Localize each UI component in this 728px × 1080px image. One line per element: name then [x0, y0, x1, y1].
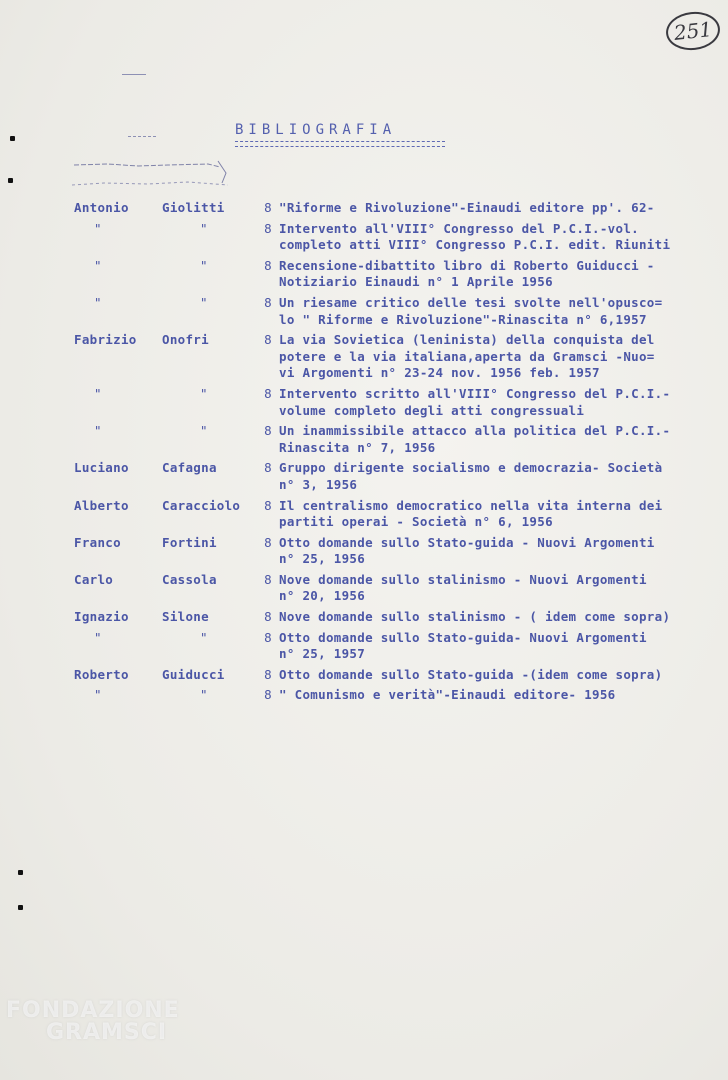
page-number-stamp: 251 — [664, 9, 722, 52]
entry-description: Recensione-dibattito libro di Roberto Guiducci - Notiziario Einaudi n° 1 Aprile 1956 — [279, 257, 655, 290]
watermark-line1: FONDAZIONE — [6, 998, 180, 1023]
separator-mark: 8 — [264, 220, 272, 236]
author-last-name: " — [200, 423, 208, 439]
author-last-name: Cassola — [162, 571, 217, 587]
separator-mark: 8 — [264, 687, 272, 703]
punch-mark — [18, 905, 23, 910]
entry-description: " Comunismo e verità"-Einaudi editore- 1956 — [279, 687, 616, 703]
author-first-name: " — [94, 629, 102, 645]
bibliography-entry — [0, 332, 728, 382]
punch-mark — [10, 136, 15, 141]
author-first-name: " — [94, 687, 102, 703]
separator-mark: 8 — [264, 460, 272, 476]
bibliography-list — [0, 200, 728, 708]
bibliography-entry — [0, 258, 728, 291]
author-last-name: " — [200, 294, 208, 310]
author-last-name: " — [200, 220, 208, 236]
author-first-name: Luciano — [74, 460, 129, 476]
author-first-name: Alberto — [74, 497, 129, 513]
title-underline — [235, 141, 445, 147]
separator-mark: 8 — [264, 423, 272, 439]
struck-out-scribble — [68, 155, 238, 195]
author-last-name: Caracciolo — [162, 497, 241, 513]
author-first-name: Franco — [74, 534, 121, 550]
separator-mark: 8 — [264, 497, 272, 513]
author-last-name: " — [200, 385, 208, 401]
author-last-name: Onofri — [162, 332, 209, 348]
separator-mark: 8 — [264, 385, 272, 401]
separator-mark: 8 — [264, 294, 272, 310]
bibliography-entry — [0, 609, 728, 626]
bibliography-entry — [0, 200, 728, 217]
entry-description: Otto domande sullo Stato-guida- Nuovi Argomenti n° 25, 1957 — [279, 629, 647, 662]
author-first-name: Antonio — [74, 200, 129, 215]
entry-description: "Riforme e Rivoluzione"-Einaudi editore pp'. 62- — [279, 200, 655, 215]
fondazione-gramsci-watermark — [6, 1000, 180, 1044]
entry-description: Il centralismo democratico nella vita interna dei partiti operai - Società n° 6, 1956 — [279, 497, 663, 530]
author-last-name: Cafagna — [162, 460, 217, 476]
separator-mark: 8 — [264, 609, 272, 625]
author-last-name: Guiducci — [162, 666, 225, 682]
entry-description: Nove domande sullo stalinismo - Nuovi Argomenti n° 20, 1956 — [279, 571, 647, 604]
bibliography-entry — [0, 221, 728, 254]
separator-mark: 8 — [264, 257, 272, 273]
punch-mark — [8, 178, 13, 183]
entry-description: Un riesame critico delle tesi svolte nell'opusco= lo " Riforme e Rivoluzione"-Rinascita n° 6,1957 — [279, 294, 663, 327]
author-first-name: Carlo — [74, 571, 114, 587]
separator-mark: 8 — [264, 534, 272, 550]
author-last-name: Silone — [162, 609, 209, 625]
separator-mark: 8 — [264, 200, 272, 215]
stray-mark — [128, 136, 156, 137]
bibliography-entry — [0, 295, 728, 328]
watermark-line2: GRAMSCI — [46, 1020, 168, 1045]
bibliography-entry — [0, 667, 728, 684]
bibliography-entry — [0, 386, 728, 419]
author-last-name: Fortini — [162, 534, 217, 550]
entry-description: Intervento scritto all'VIII° Congresso del P.C.I.- volume completo degli atti congressuali — [279, 385, 671, 418]
separator-mark: 8 — [264, 666, 272, 682]
document-title: BIBLIOGRAFIA — [235, 122, 397, 138]
punch-mark — [18, 870, 23, 875]
author-first-name: Fabrizio — [74, 332, 137, 348]
entry-description: Gruppo dirigente socialismo e democrazia- Società n° 3, 1956 — [279, 460, 663, 492]
author-first-name: " — [94, 220, 102, 236]
entry-description: La via Sovietica (leninista) della conquista del potere e la via italiana,aperta da Gramsci -Nuo= vi Argomenti n° 23-24 nov. 1956 feb. 1957 — [279, 332, 655, 381]
bibliography-entry — [0, 423, 728, 456]
author-last-name: " — [200, 687, 208, 703]
entry-description: Otto domande sullo Stato-guida - Nuovi Argomenti n° 25, 1956 — [279, 534, 655, 567]
entry-description: Otto domande sullo Stato-guida -(idem come sopra) — [279, 666, 663, 682]
stray-mark — [122, 74, 146, 75]
bibliography-entry — [0, 630, 728, 663]
separator-mark: 8 — [264, 332, 272, 348]
bibliography-entry — [0, 460, 728, 493]
separator-mark: 8 — [264, 629, 272, 645]
author-last-name: " — [200, 629, 208, 645]
bibliography-entry — [0, 687, 728, 704]
entry-description: Intervento all'VIII° Congresso del P.C.I.-vol. completo atti VIII° Congresso P.C.I. edit. Riuniti — [279, 220, 671, 253]
separator-mark: 8 — [264, 571, 272, 587]
entry-description: Nove domande sullo stalinismo - ( idem come sopra) — [279, 609, 671, 625]
author-first-name: " — [94, 257, 102, 273]
author-last-name: " — [200, 257, 208, 273]
entry-description: Un inammissibile attacco alla politica del P.C.I.- Rinascita n° 7, 1956 — [279, 423, 671, 455]
author-first-name: " — [94, 294, 102, 310]
author-first-name: Ignazio — [74, 609, 129, 625]
author-first-name: Roberto — [74, 666, 129, 682]
author-last-name: Giolitti — [162, 200, 225, 215]
bibliography-entry — [0, 572, 728, 605]
bibliography-entry — [0, 535, 728, 568]
author-first-name: " — [94, 385, 102, 401]
author-first-name: " — [94, 423, 102, 439]
bibliography-entry — [0, 498, 728, 531]
